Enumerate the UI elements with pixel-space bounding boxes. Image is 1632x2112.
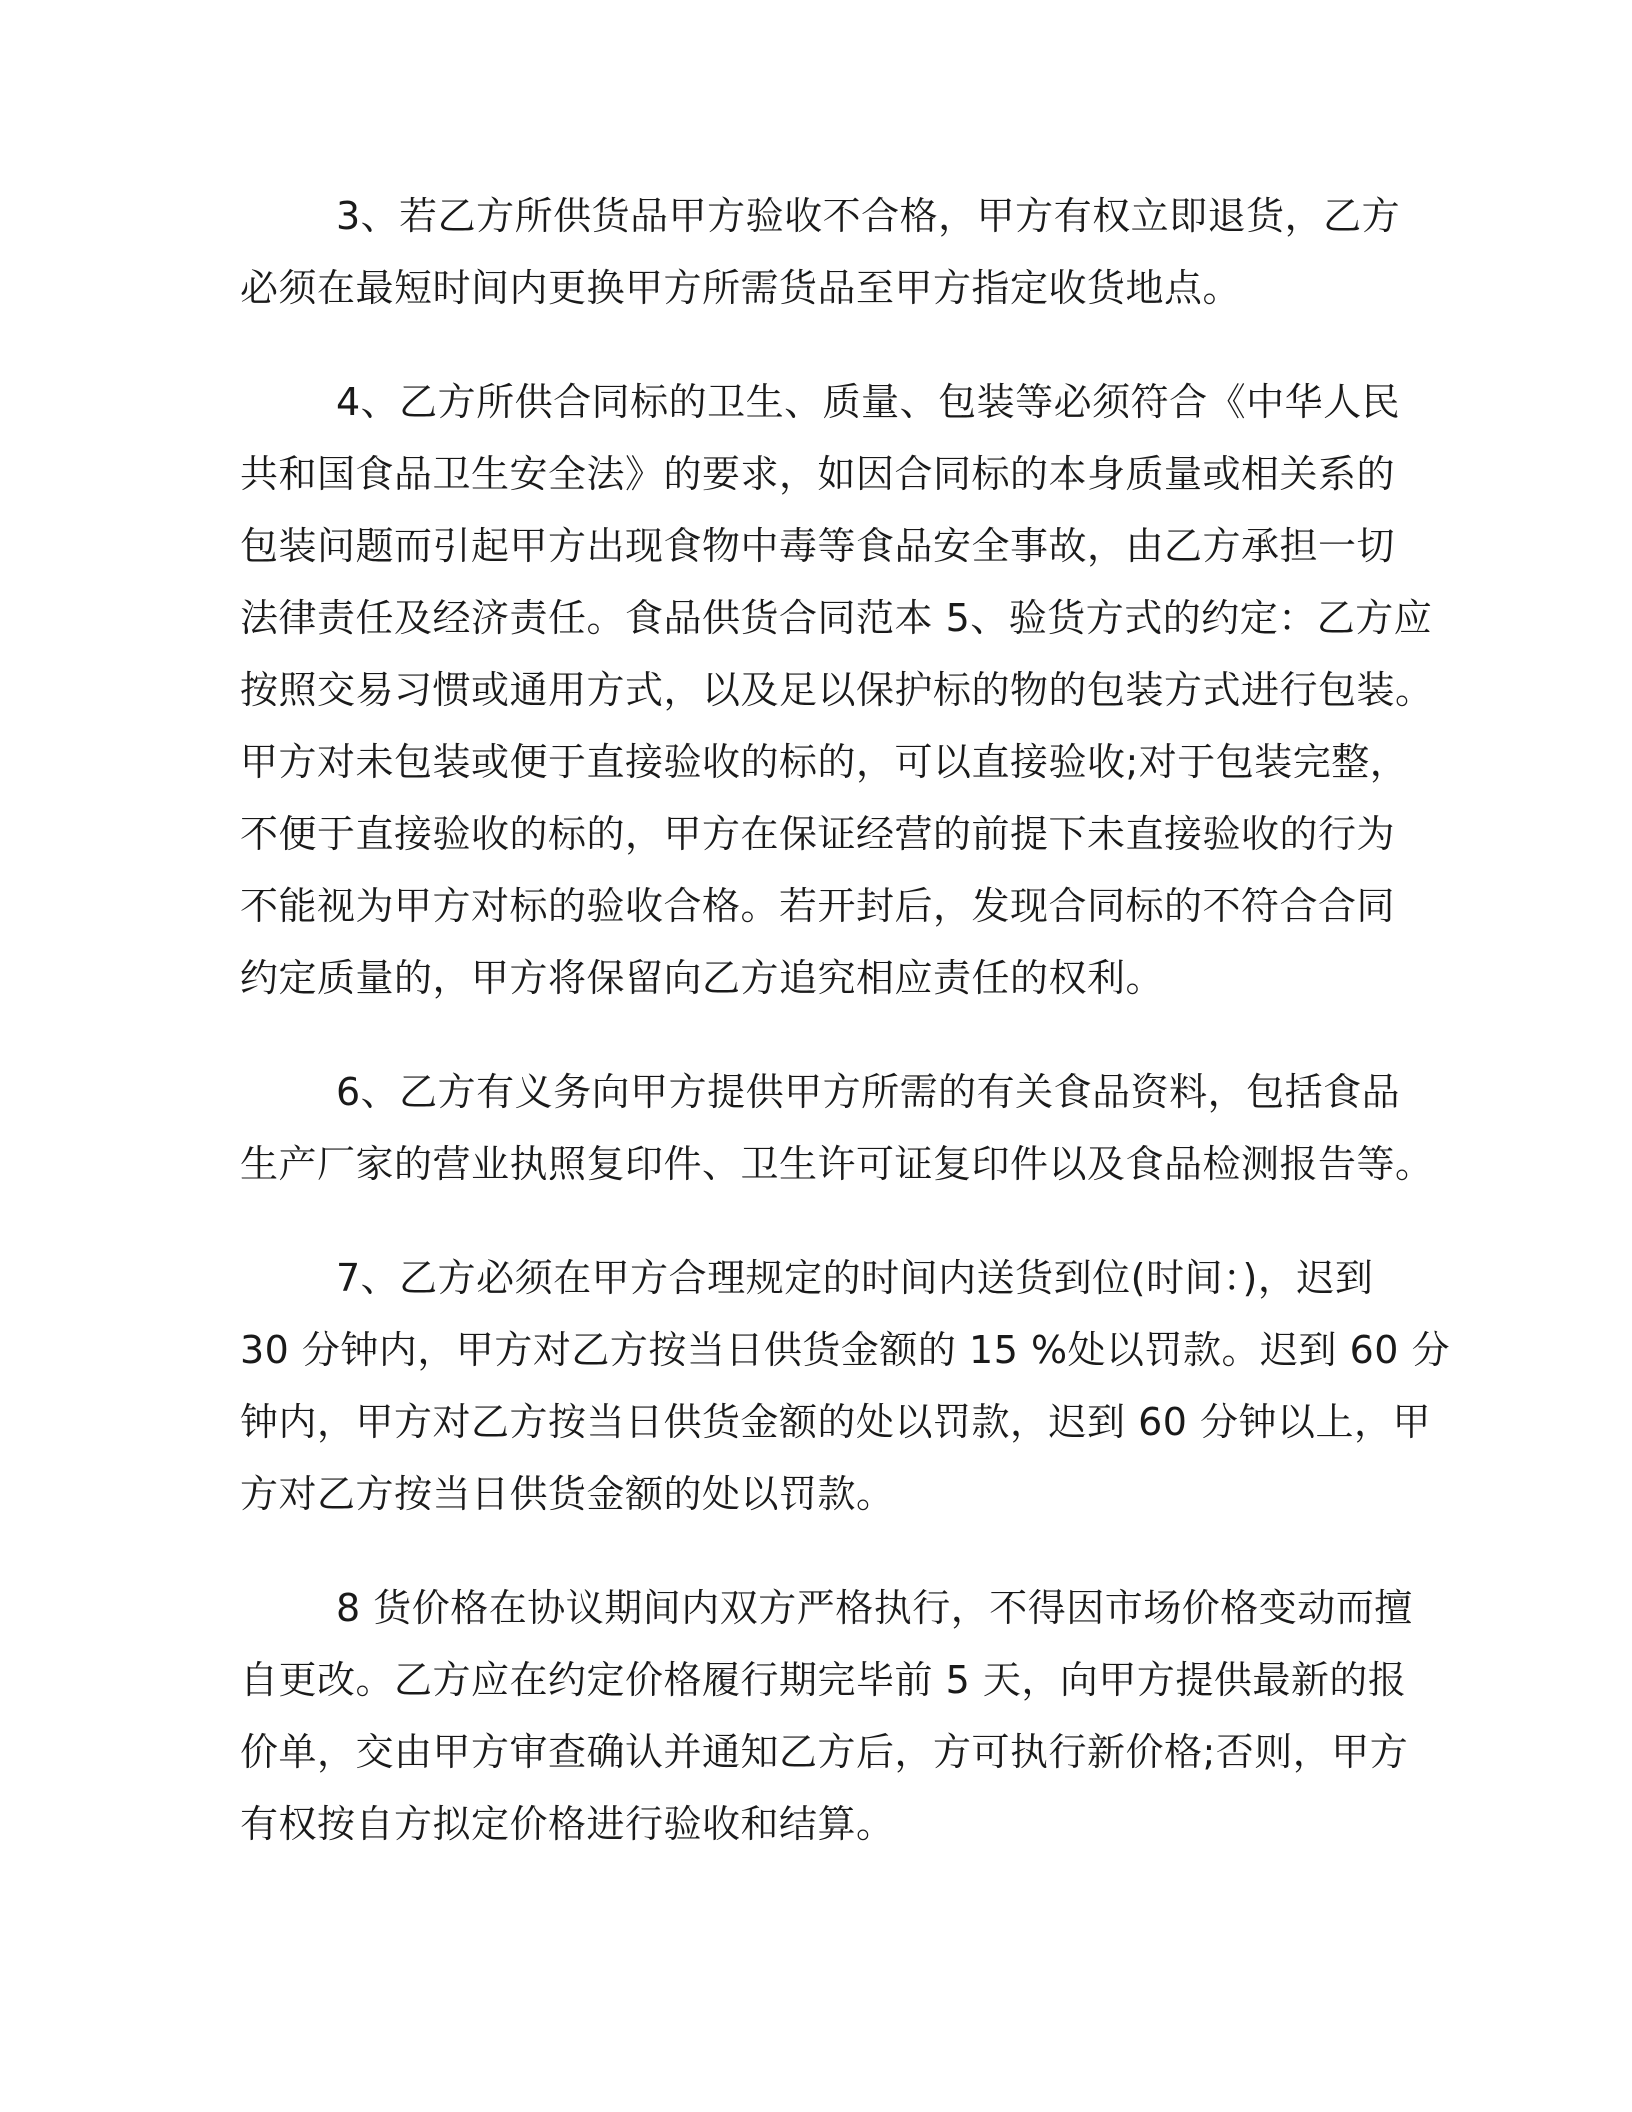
paragraph-line: 约定质量的，甲方将保留向乙方追究相应责任的权利。 bbox=[240, 956, 1165, 1000]
paragraph-line: 不便于直接验收的标的，甲方在保证经营的前提下未直接验收的行为 bbox=[240, 812, 1396, 856]
paragraph-line: 不能视为甲方对标的验收合格。若开封后，发现合同标的不符合合同 bbox=[240, 884, 1396, 928]
paragraph-line: 共和国食品卫生安全法》的要求，如因合同标的本身质量或相关系的 bbox=[240, 452, 1396, 496]
paragraph-line: 自更改。乙方应在约定价格履行期完毕前 5 天，向甲方提供最新的报 bbox=[240, 1658, 1407, 1702]
paragraph-line: 方对乙方按当日供货金额的处以罚款。 bbox=[240, 1472, 895, 1516]
paragraph-line: 必须在最短时间内更换甲方所需货品至甲方指定收货地点。 bbox=[240, 266, 1242, 310]
paragraph-line: 甲方对未包装或便于直接验收的标的，可以直接验收;对于包装完整， bbox=[240, 740, 1409, 784]
paragraph-line: 钟内，甲方对乙方按当日供货金额的处以罚款，迟到 60 分钟以上，甲 bbox=[240, 1400, 1432, 1444]
paragraph-line: 按照交易习惯或通用方式，以及足以保护标的物的包装方式进行包装。 bbox=[240, 668, 1434, 712]
paragraph-line: 3、若乙方所供货品甲方验收不合格，甲方有权立即退货，乙方 bbox=[336, 194, 1401, 238]
paragraph-line: 生产厂家的营业执照复印件、卫生许可证复印件以及食品检测报告等。 bbox=[240, 1142, 1434, 1186]
paragraph-line: 7、乙方必须在甲方合理规定的时间内送货到位(时间：)，迟到 bbox=[336, 1256, 1374, 1300]
paragraph-line: 8 货价格在协议期间内双方严格执行，不得因市场价格变动而擅 bbox=[336, 1586, 1413, 1630]
paragraph-line: 6、乙方有义务向甲方提供甲方所需的有关食品资料，包括食品 bbox=[336, 1070, 1401, 1114]
paragraph-line: 价单，交由甲方审查确认并通知乙方后，方可执行新价格;否则，甲方 bbox=[240, 1730, 1409, 1774]
paragraph-line: 30 分钟内，甲方对乙方按当日供货金额的 15 %处以罚款。迟到 60 分 bbox=[240, 1328, 1451, 1372]
paragraph-line: 法律责任及经济责任。食品供货合同范本 5、验货方式的约定：乙方应 bbox=[240, 596, 1433, 640]
paragraph-line: 4、乙方所供合同标的卫生、质量、包装等必须符合《中华人民 bbox=[336, 380, 1401, 424]
paragraph-line: 有权按自方拟定价格进行验收和结算。 bbox=[240, 1802, 895, 1846]
paragraph-line: 包装问题而引起甲方出现食物中毒等食品安全事故，由乙方承担一切 bbox=[240, 524, 1396, 568]
